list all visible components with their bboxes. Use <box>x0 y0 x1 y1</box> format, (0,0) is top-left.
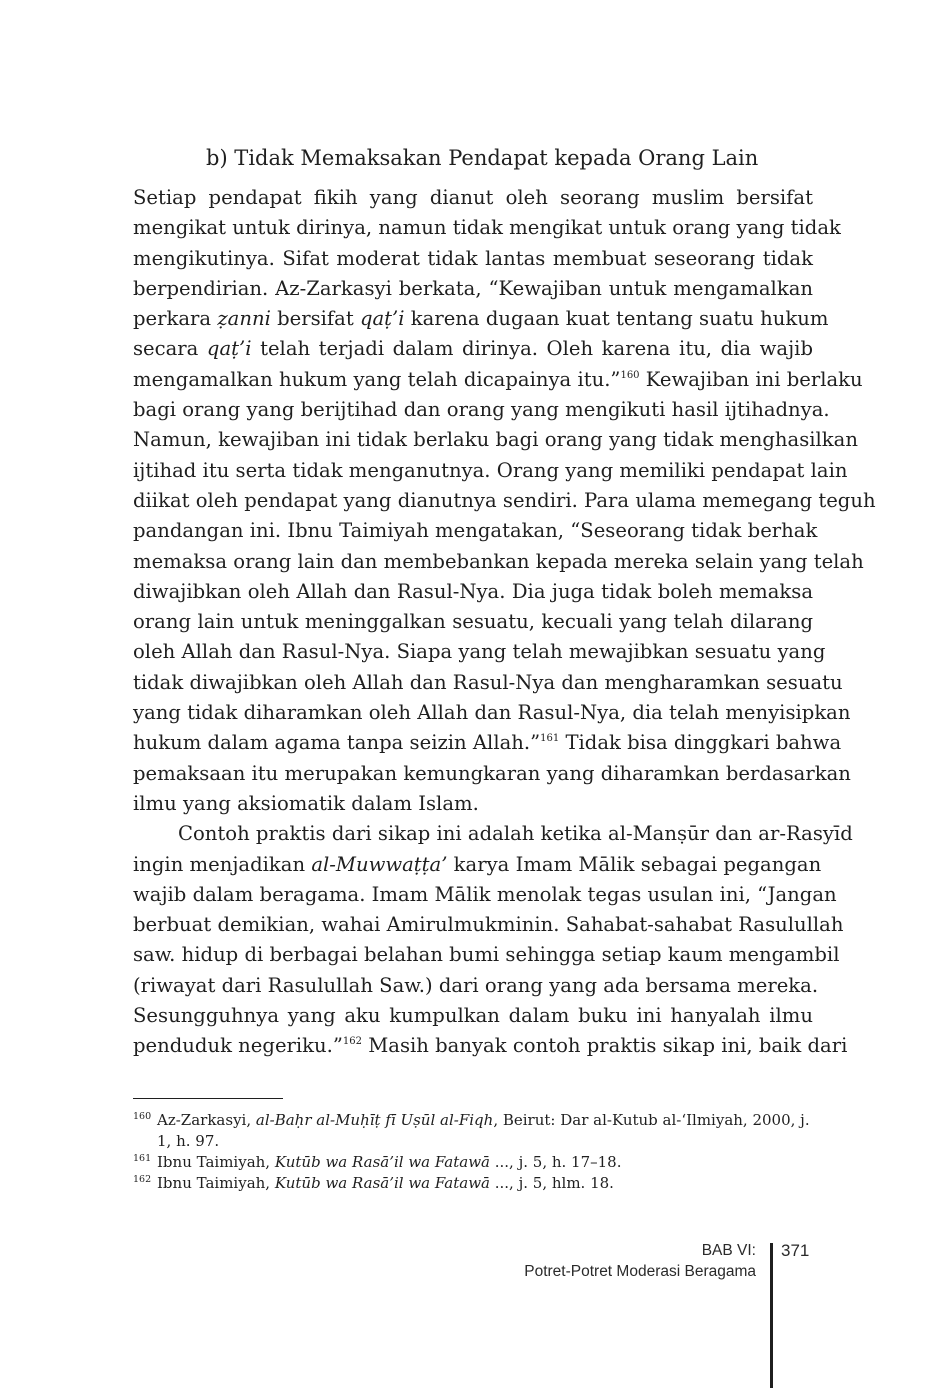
text-line: orang lain untuk meninggalkan sesuatu, kecuali yang telah dilarang <box>133 610 813 634</box>
chapter-title: Potret-Potret Moderasi Beragama <box>524 1263 756 1280</box>
footnote-divider <box>133 1098 283 1099</box>
section-heading: b) Tidak Memaksakan Pendapat kepada Orang Lain <box>206 146 759 170</box>
page-number: 371 <box>781 1241 810 1260</box>
text-line: pandangan ini. Ibnu Taimiyah mengatakan, “Seseorang tidak berhak <box>133 519 818 543</box>
text-line: bagi orang yang berijtihad dan orang yang mengikuti hasil ijtihadnya. <box>133 398 830 422</box>
text-line: saw. hidup di berbagai belahan bumi sehingga setiap kaum mengambil <box>133 943 840 967</box>
text-line: berbuat demikian, wahai Amirulmukminin. Sahabat-sahabat Rasulullah <box>133 913 844 937</box>
text-line: hukum dalam agama tanpa seizin Allah.”$^{161}$ Tidak bisa dinggkari bahwa <box>133 731 842 755</box>
text-line: mengikat untuk dirinya, namun tidak mengikat untuk orang yang tidak <box>133 216 841 240</box>
footnote-number: 161 <box>133 1153 152 1164</box>
footnote-ref-161[interactable]: 161 <box>540 733 560 745</box>
text-line: Setiap pendapat fikih yang dianut oleh seorang muslim bersifat <box>133 186 813 209</box>
margin-rule <box>770 1243 773 1388</box>
text-line: ilmu yang aksiomatik dalam Islam. <box>133 791 479 815</box>
footnote-number: 160 <box>133 1111 152 1122</box>
text-line: mengikutinya. Sifat moderat tidak lantas membuat seseorang tidak <box>133 246 813 270</box>
text-line: memaksa orang lain dan membebankan kepada mereka selain yang telah <box>133 549 864 573</box>
text-line: perkara ẓanni bersifat qaṭ’i karena dugaan kuat tentang suatu hukum <box>133 307 829 331</box>
text-line: ingin menjadikan al-Muwwaṭṭa’ karya Imam Mālik sebagai pegangan <box>133 852 822 876</box>
text-line: tidak diwajibkan oleh Allah dan Rasul-Nya dan mengharamkan sesuatu <box>133 670 843 694</box>
footnote-ref-160[interactable]: 160 <box>620 369 640 381</box>
text-line: Sesungguhnya yang aku kumpulkan dalam buku ini hanyalah ilmu <box>133 1004 813 1028</box>
paragraph-1 <box>133 183 876 819</box>
footnote-title: Kutūb wa Rasā’il wa Fatawā <box>274 1153 490 1171</box>
footnotes <box>133 1110 815 1194</box>
text-line: oleh Allah dan Rasul-Nya. Siapa yang telah mewajibkan sesuatu yang <box>133 640 826 664</box>
text-line: penduduk negeriku.”$^{162}$ Masih banyak contoh praktis sikap ini, baik dari <box>133 1034 848 1058</box>
footnote-number: 162 <box>133 1174 152 1185</box>
chapter-label: BAB VI: <box>701 1242 756 1259</box>
text-line: ijtihad itu serta tidak menganutnya. Orang yang memiliki pendapat lain <box>133 458 848 482</box>
text-line: diwajibkan oleh Allah dan Rasul-Nya. Dia juga tidak boleh memaksa <box>133 579 813 603</box>
footnote-161: 161 Ibnu Taimiyah, Kutūb wa Rasā’il wa Fatawā ..., j. 5, h. 17–18. <box>133 1152 815 1173</box>
body-text <box>133 183 876 1062</box>
text-line: Contoh praktis dari sikap ini adalah ketika al-Manṣūr dan ar-Rasyīd <box>178 822 853 846</box>
text-line: (riwayat dari Rasulullah Saw.) dari orang yang ada bersama mereka. <box>133 973 819 997</box>
footnote-160: 160 Az-Zarkasyi, al-Baḥr al-Muḥīṭ fī Uṣūl al-Fiqh, Beirut: Dar al-Kutub al-‘Ilmiyah, 2000, j. 1, h. 97. <box>133 1110 815 1152</box>
text-line: pemaksaan itu merupakan kemungkaran yang diharamkan berdasarkan <box>133 761 851 785</box>
text-line: mengamalkan hukum yang telah dicapainya itu.”$^{160}$ Kewajiban ini berlaku <box>133 367 863 391</box>
footnote-title: al-Baḥr al-Muḥīṭ fī Uṣūl al-Fiqh <box>255 1111 494 1129</box>
running-head <box>524 1240 756 1282</box>
text-line: berpendirian. Az-Zarkasyi berkata, “Kewajiban untuk mengamalkan <box>133 276 813 300</box>
footnote-162: 162 Ibnu Taimiyah, Kutūb wa Rasā’il wa Fatawā ..., j. 5, hlm. 18. <box>133 1173 815 1194</box>
text-line: yang tidak diharamkan oleh Allah dan Rasul-Nya, dia telah menyisipkan <box>133 701 851 725</box>
footnote-ref-162[interactable]: 162 <box>342 1036 362 1048</box>
text-line: Namun, kewajiban ini tidak berlaku bagi orang yang tidak menghasilkan <box>133 428 858 452</box>
text-line: wajib dalam beragama. Imam Mālik menolak tegas usulan ini, “Jangan <box>133 882 837 906</box>
footnote-title: Kutūb wa Rasā’il wa Fatawā <box>274 1174 490 1192</box>
text-line: diikat oleh pendapat yang dianutnya sendiri. Para ulama memegang teguh <box>133 488 876 512</box>
text-line: secara qaṭ’i telah terjadi dalam dirinya. Oleh karena itu, dia wajib <box>133 337 813 361</box>
paragraph-2 <box>133 819 853 1061</box>
